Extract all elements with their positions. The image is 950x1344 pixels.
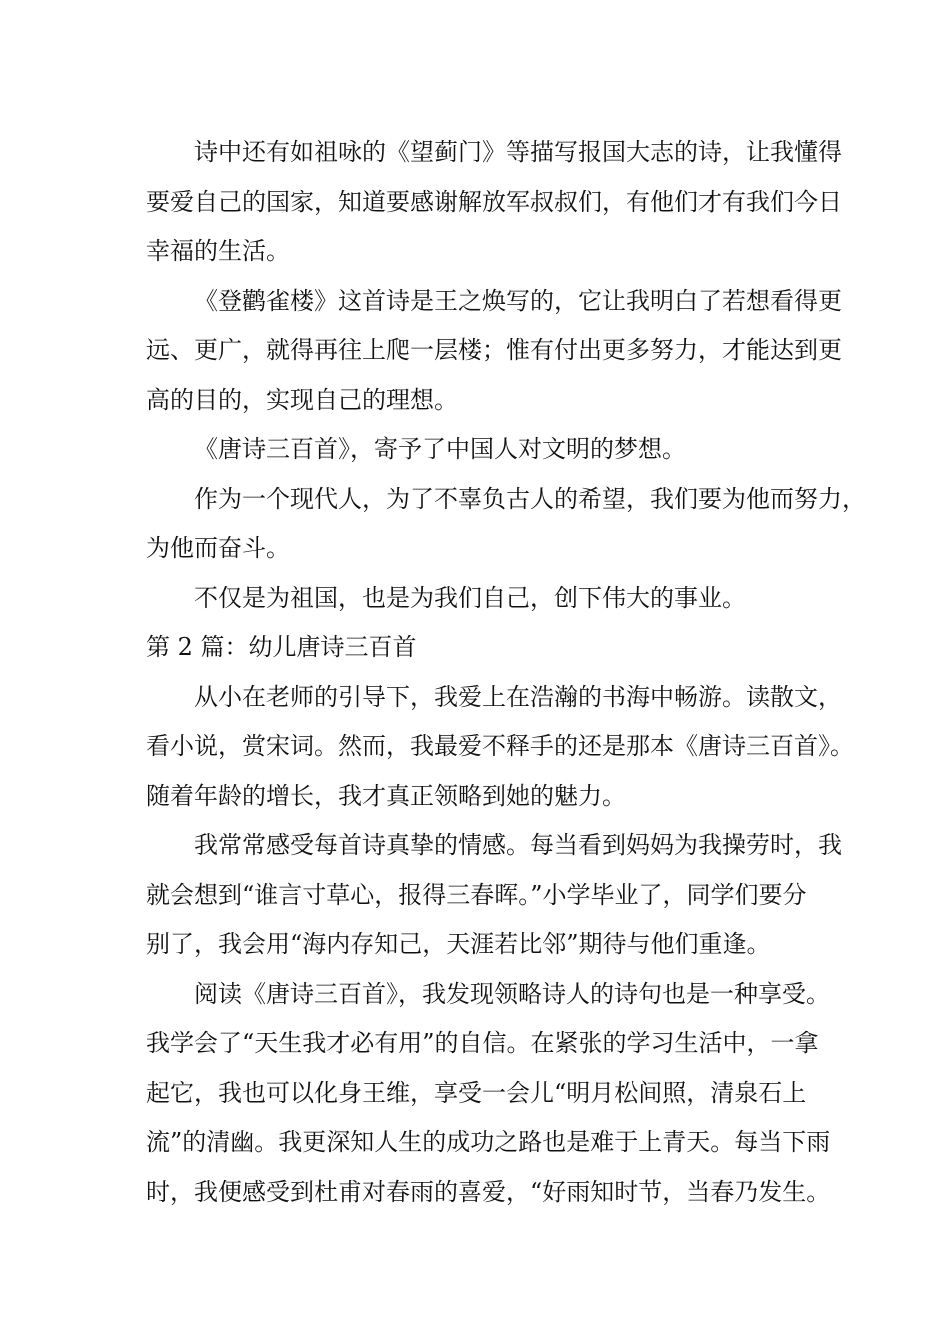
text-line: 远、更广，就得再往上爬一层楼；惟有付出更多努力，才能达到更 <box>146 336 842 364</box>
text-line: 诗中还有如祖咏的《望蓟门》等描写报国大志的诗，让我懂得 <box>194 138 842 166</box>
paragraph-great-cause <box>146 574 826 624</box>
text-line: 《登鹳雀楼》这首诗是王之焕写的，它让我明白了若想看得更 <box>194 286 842 315</box>
paragraph-enjoyment <box>146 970 831 1218</box>
text-line: 时，我便感受到杜甫对春雨的喜爱，“好雨知时节，当春乃发生。 <box>146 1177 831 1206</box>
text-line: 我学会了“天生我才必有用”的自信。在紧张的学习生活中，一拿 <box>146 1029 819 1057</box>
text-line: 《唐诗三百首》，寄予了中国人对文明的梦想。 <box>194 435 686 463</box>
text-line: 流”的清幽。我更深知人生的成功之路也是难于上青天。每当下雨 <box>146 1128 831 1156</box>
section-heading: 第 2 篇：幼儿唐诗三百首 <box>146 633 417 661</box>
text-line: 我常常感受每首诗真挚的情感。每当看到妈妈为我操劳时，我 <box>194 831 842 859</box>
paragraph-tangshi-dream <box>146 425 826 475</box>
text-line: 看小说，赏宋词。然而，我最爱不释手的还是那本《唐诗三百首》。 <box>146 732 854 760</box>
paragraph-modern-person <box>146 475 866 574</box>
text-line: 就会想到“谁言寸草心，报得三春晖。”小学毕业了，同学们要分 <box>146 880 807 909</box>
text-line: 从小在老师的引导下，我爱上在浩瀚的书海中畅游。读散文， <box>194 682 842 711</box>
text-line: 幸福的生活。 <box>146 237 290 265</box>
text-line: 要爱自己的国家，知道要感谢解放军叔叔们，有他们才有我们今日 <box>146 187 842 216</box>
paragraph-emotions <box>146 821 842 970</box>
text-line: 随着年龄的增长，我才真正领略到她的魅力。 <box>146 781 626 810</box>
text-line: 别了，我会用“海内存知己，天涯若比邻”期待与他们重逢。 <box>146 930 771 958</box>
text-line: 起它，我也可以化身王维，享受一会儿“明月松间照，清泉石上 <box>146 1078 807 1107</box>
text-line: 阅读《唐诗三百首》，我发现领略诗人的诗句也是一种享受。 <box>194 979 830 1008</box>
document-body <box>146 128 866 1217</box>
paragraph-dengguanquelou <box>146 277 842 426</box>
paragraph-reading-childhood <box>146 673 854 822</box>
text-line: 为他而奋斗。 <box>146 534 290 562</box>
text-line: 高的目的，实现自己的理想。 <box>146 385 458 414</box>
text-line: 不仅是为祖国，也是为我们自己，创下伟大的事业。 <box>194 583 746 612</box>
text-line: 作为一个现代人，为了不辜负古人的希望，我们要为他而努力， <box>194 484 866 513</box>
paragraph-zuyong <box>146 128 842 277</box>
